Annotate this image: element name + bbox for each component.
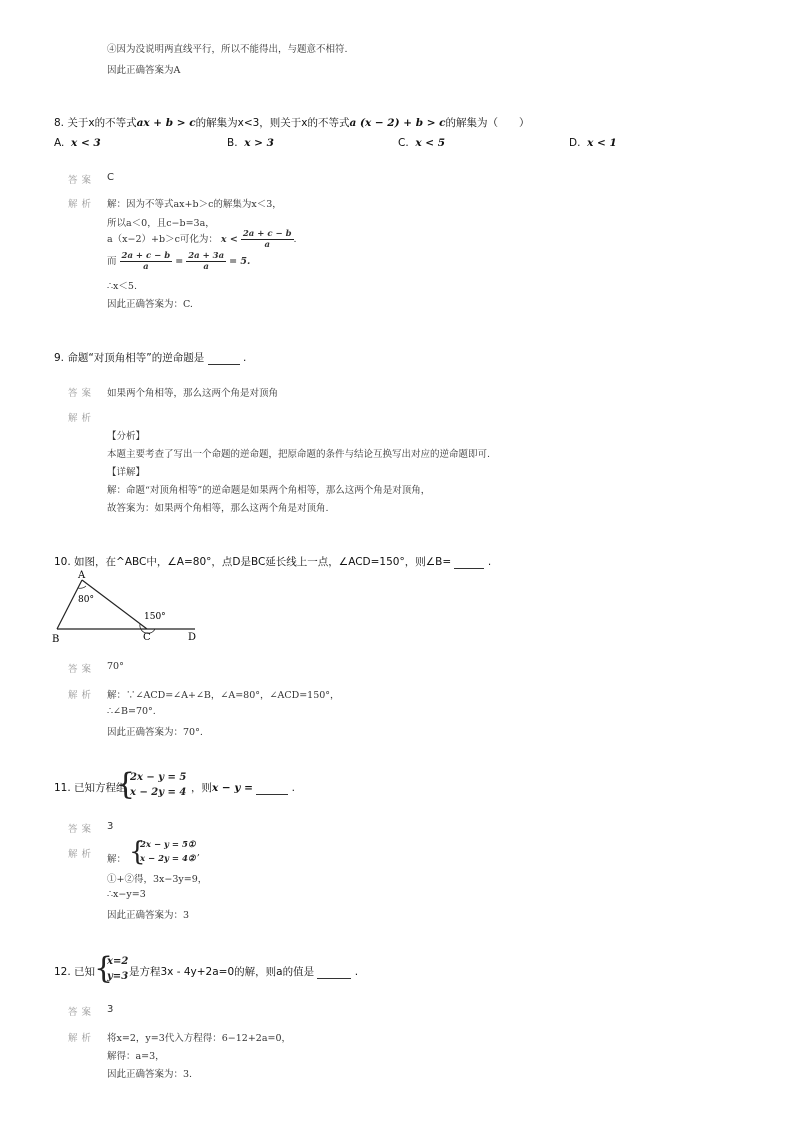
analysis-label: 解析 bbox=[68, 413, 96, 424]
solution-line: 因此正确答案为：70°. bbox=[107, 727, 203, 738]
solution-line: 将x=2，y=3代入方程得：6−12+2a=0， bbox=[107, 1033, 291, 1044]
answer-label: 答案 bbox=[68, 664, 96, 675]
solution-line: 因此正确答案为：3. bbox=[107, 1069, 193, 1080]
answer-value: 70° bbox=[107, 661, 124, 672]
angle-c-label: 150° bbox=[144, 612, 166, 622]
solution-line: ∴∠B=70°. bbox=[107, 706, 156, 717]
fraction: $\frac{2a + c - b}{a}$ bbox=[242, 229, 292, 250]
analysis-label: 解析 bbox=[68, 849, 96, 860]
answer-blank[interactable] bbox=[208, 352, 240, 365]
analysis-line: 故答案为：如果两个角相等，那么这两个角是对顶角. bbox=[107, 503, 329, 514]
question-8-stem: 8. 关于x的不等式ax + b > c的解集为x<3，则关于x的不等式a (x − 2) + b > c的解集为（ ） bbox=[54, 117, 530, 129]
solution-line: ∴x＜5. bbox=[107, 281, 137, 292]
solution-prefix: 解： bbox=[107, 854, 127, 865]
solution-line: 而 $\frac{2a + c - b}{a}$ = $\frac{2a + 3a}{a}$ = 5. bbox=[107, 251, 251, 272]
solution-line: 所以a＜0，且c−b=3a， bbox=[107, 218, 215, 229]
question-9-stem: 9. 命题“对顶角相等”的逆命题是 . bbox=[54, 352, 247, 364]
label-d: D bbox=[188, 632, 197, 643]
analysis-line: 解：命题“对顶角相等”的逆命题是如果两个角相等，那么这两个角是对顶角， bbox=[107, 485, 431, 496]
question-11-stem: 11. 已知方程组 bbox=[54, 782, 127, 794]
answer-value: 3 bbox=[107, 1004, 114, 1015]
option-a[interactable]: A. x < 3 bbox=[54, 137, 101, 149]
answer-label: 答案 bbox=[68, 824, 96, 835]
fraction: $\frac{2a + c - b}{a}$ bbox=[121, 251, 171, 272]
answer-label: 答案 bbox=[68, 1007, 96, 1018]
analysis-line: 本题主要考查了写出一个命题的逆命题，把原命题的条件与结论互换写出对应的逆命题即可. bbox=[107, 449, 491, 460]
prev-solution-line-1: ④因为没说明两直线平行，所以不能得出，与题意不相符. bbox=[107, 44, 348, 55]
answer-value: 3 bbox=[107, 821, 114, 832]
angle-a-label: 80° bbox=[78, 595, 94, 605]
inequality-1: ax + b > c bbox=[136, 117, 196, 129]
solution-line: 因此正确答案为：C. bbox=[107, 299, 193, 310]
answer-label: 答案 bbox=[68, 175, 96, 186]
label-b: B bbox=[52, 634, 60, 645]
label-a: A bbox=[78, 570, 86, 581]
analysis-label: 解析 bbox=[68, 690, 96, 701]
analysis-heading: 【分析】 bbox=[107, 431, 146, 442]
question-11-tail: ，则x − y = . bbox=[191, 782, 295, 794]
solution-line: a（x−2）+b＞c可化为： x < $\frac{2a + c - b}{a}$ . bbox=[107, 229, 297, 250]
fraction: $\frac{2a + 3a}{a}$ bbox=[188, 251, 225, 272]
label-c: C bbox=[143, 632, 151, 643]
option-b[interactable]: B. x > 3 bbox=[227, 137, 274, 149]
solution-line: 解得：a=3， bbox=[107, 1051, 165, 1062]
answer-label: 答案 bbox=[68, 388, 96, 399]
solution-line: 因此正确答案为：3 bbox=[107, 910, 190, 921]
question-12-stem-start: 12. 已知 bbox=[54, 966, 96, 978]
solution-line: ∴x−y=3 bbox=[107, 889, 146, 900]
question-10-stem: 10. 如图，在^ABC中，∠A=80°，点D是BC延长线上一点，∠ACD=150°，则∠B= . bbox=[54, 556, 492, 568]
option-d[interactable]: D. x < 1 bbox=[569, 137, 617, 149]
solution-line: ①+②得，3x−3y=9， bbox=[107, 874, 208, 885]
inequality-2: a (x − 2) + b > c bbox=[349, 117, 446, 129]
option-c[interactable]: C. x < 5 bbox=[398, 137, 446, 149]
answer-blank[interactable] bbox=[256, 782, 288, 795]
solution-line: 解：因为不等式ax+b＞c的解集为x＜3， bbox=[107, 199, 282, 210]
answer-blank[interactable] bbox=[454, 556, 484, 569]
solution-line: 解：∵∠ACD=∠A+∠B，∠A=80°，∠ACD=150°， bbox=[107, 690, 340, 701]
analysis-label: 解析 bbox=[68, 1033, 96, 1044]
answer-blank[interactable] bbox=[317, 966, 351, 979]
analysis-label: 解析 bbox=[68, 199, 96, 210]
answer-value: 如果两个角相等，那么这两个角是对顶角 bbox=[107, 388, 279, 399]
prev-solution-line-2: 因此正确答案为A bbox=[107, 65, 181, 76]
question-12-stem: 是方程3x - 4y+2a=0的解，则a的值是 . bbox=[129, 966, 359, 978]
answer-value: C bbox=[107, 172, 114, 183]
detail-heading: 【详解】 bbox=[107, 467, 146, 478]
triangle-figure bbox=[52, 570, 202, 646]
